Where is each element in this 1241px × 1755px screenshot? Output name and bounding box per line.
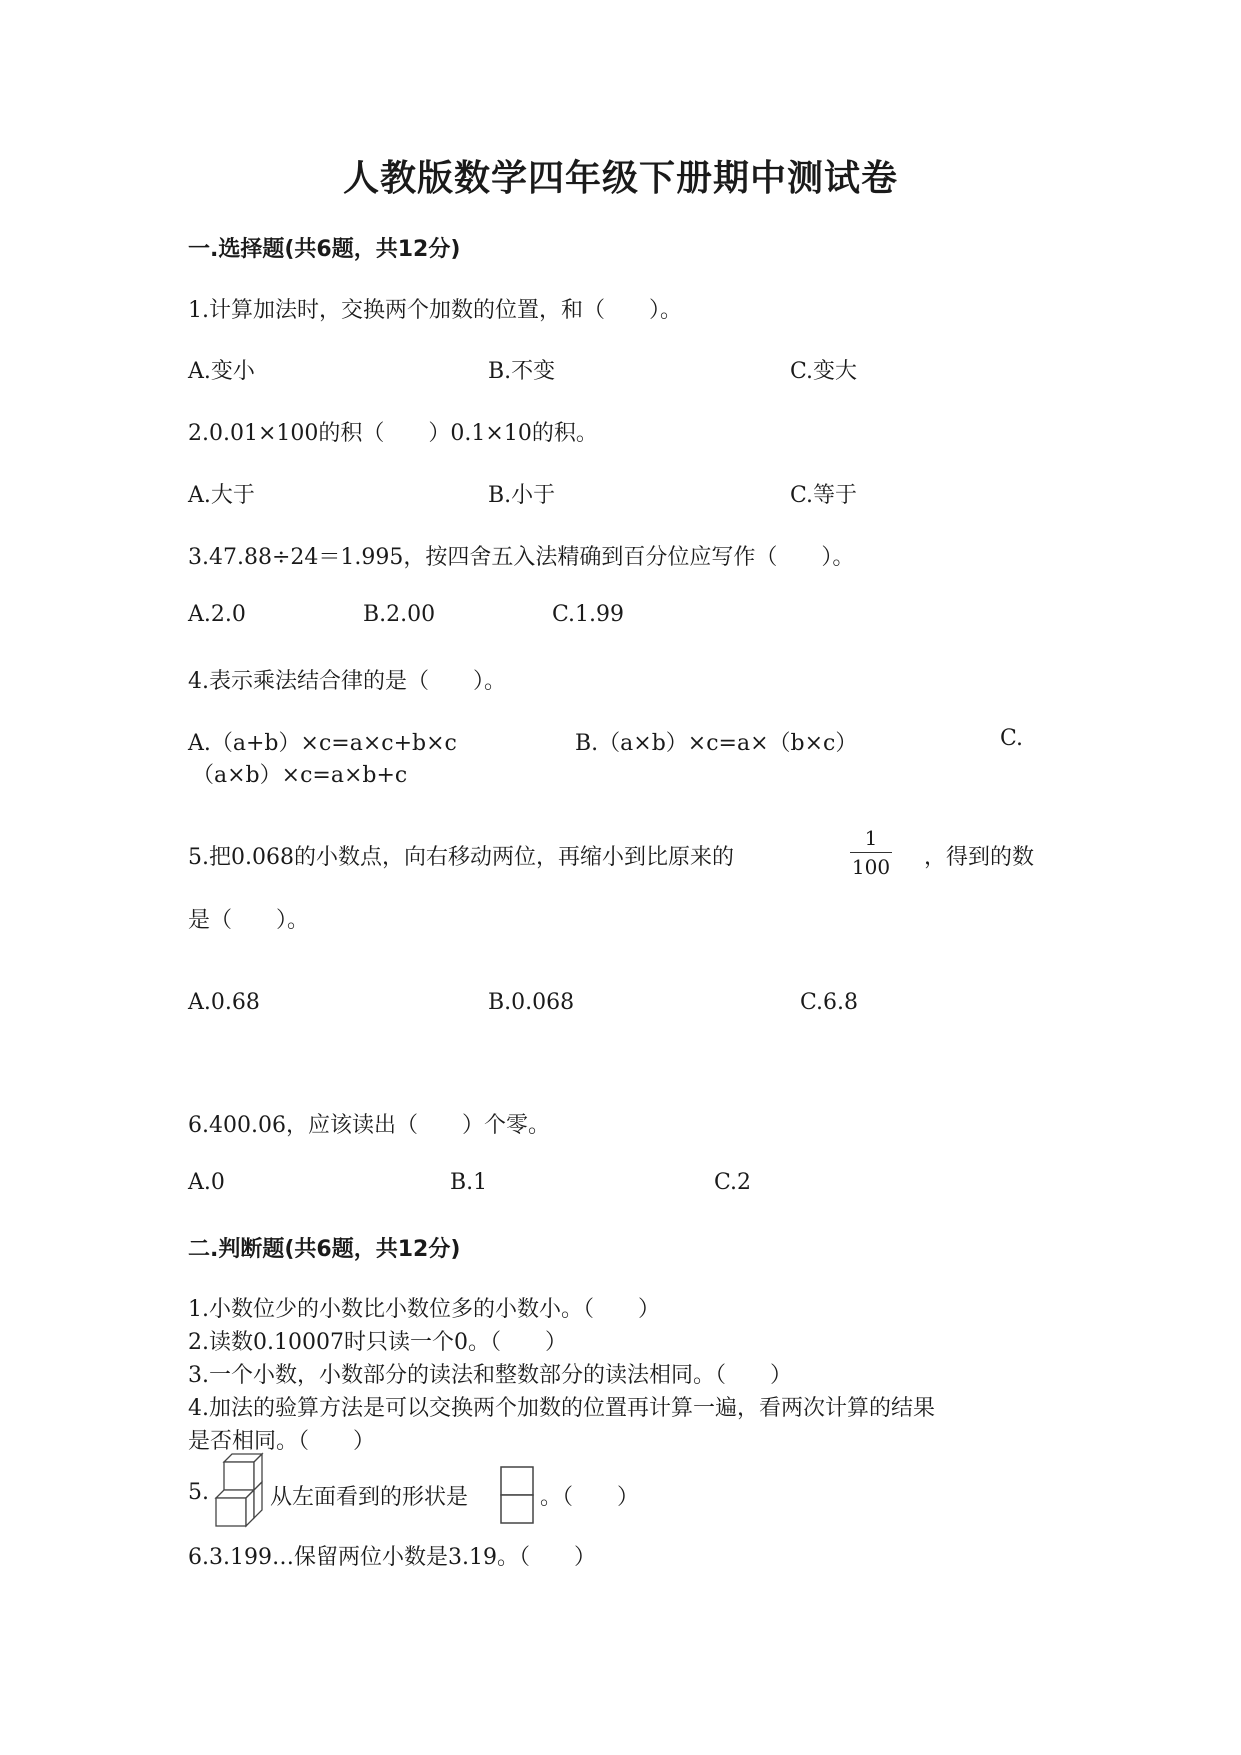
question-5-option-b: B.0.068 bbox=[488, 990, 575, 1015]
fraction-numerator: 1 bbox=[864, 826, 878, 850]
judgement-item-5-suffix: 。（ ） bbox=[540, 1485, 640, 1510]
judgement-item-4-line1: 4.加法的验算方法是可以交换两个加数的位置再计算一遍，看两次计算的结果 bbox=[188, 1396, 935, 1421]
question-1-stem: 1.计算加法时，交换两个加数的位置，和（ ）。 bbox=[188, 298, 682, 323]
left-view-shape-figure bbox=[499, 1465, 535, 1525]
question-4-option-a: A.（a+b）×c=a×c+b×c bbox=[188, 731, 457, 756]
question-1-option-b: B.不变 bbox=[488, 359, 556, 384]
question-4-option-b: B.（a×b）×c=a×（b×c） bbox=[575, 731, 858, 756]
question-4-stem: 4.表示乘法结合律的是（ ）。 bbox=[188, 669, 506, 694]
question-2-option-a: A.大于 bbox=[188, 483, 255, 508]
page-title: 人教版数学四年级下册期中测试卷 bbox=[342, 158, 898, 199]
question-4-option-c-label: C. bbox=[1000, 726, 1024, 751]
question-3-option-b: B.2.00 bbox=[363, 602, 436, 627]
question-2-stem: 2.0.01×100的积（ ）0.1×10的积。 bbox=[188, 421, 598, 446]
section-heading-judgement: 二.判断题(共6题，共12分) bbox=[188, 1237, 461, 1262]
judgement-item-4-line2: 是否相同。（ ） bbox=[188, 1429, 376, 1454]
judgement-item-5-text: 从左面看到的形状是 bbox=[270, 1485, 469, 1510]
judgement-item-6: 6.3.199…保留两位小数是3.19。（ ） bbox=[188, 1545, 596, 1570]
judgement-item-3: 3.一个小数，小数部分的读法和整数部分的读法相同。（ ） bbox=[188, 1363, 792, 1388]
question-6-option-a: A.0 bbox=[188, 1170, 225, 1195]
section-heading-choice: 一.选择题(共6题，共12分) bbox=[188, 237, 461, 262]
question-5-stem-part1: 5.把0.068的小数点，向右移动两位，再缩小到比原来的 bbox=[188, 845, 734, 870]
question-4-option-c-text: （a×b）×c=a×b+c bbox=[192, 763, 408, 788]
question-3-option-c: C.1.99 bbox=[552, 602, 625, 627]
judgement-item-5-prefix: 5. bbox=[188, 1480, 209, 1505]
question-1-option-c: C.变大 bbox=[790, 359, 858, 384]
question-5-stem-line2: 是（ ）。 bbox=[188, 908, 310, 933]
question-5-option-c: C.6.8 bbox=[800, 990, 859, 1015]
question-6-stem: 6.400.06，应该读出（ ）个零。 bbox=[188, 1113, 550, 1138]
question-3-stem: 3.47.88÷24＝1.995，按四舍五入法精确到百分位应写作（ ）。 bbox=[188, 545, 855, 570]
question-6-option-b: B.1 bbox=[450, 1170, 488, 1195]
question-2-option-c: C.等于 bbox=[790, 483, 858, 508]
question-5-option-a: A.0.68 bbox=[188, 990, 260, 1015]
stacked-cubes-figure bbox=[214, 1452, 266, 1528]
fraction-bar bbox=[850, 852, 892, 853]
fraction-denominator: 100 bbox=[851, 855, 891, 879]
judgement-item-2: 2.读数0.10007时只读一个0。（ ） bbox=[188, 1330, 567, 1355]
question-3-option-a: A.2.0 bbox=[188, 602, 246, 627]
question-5-stem-part2: ，得到的数 bbox=[924, 845, 1035, 870]
question-1-option-a: A.变小 bbox=[188, 359, 255, 384]
judgement-item-1: 1.小数位少的小数比小数位多的小数小。（ ） bbox=[188, 1297, 660, 1322]
fraction-one-hundredth bbox=[850, 826, 892, 879]
question-6-option-c: C.2 bbox=[714, 1170, 752, 1195]
question-2-option-b: B.小于 bbox=[488, 483, 556, 508]
